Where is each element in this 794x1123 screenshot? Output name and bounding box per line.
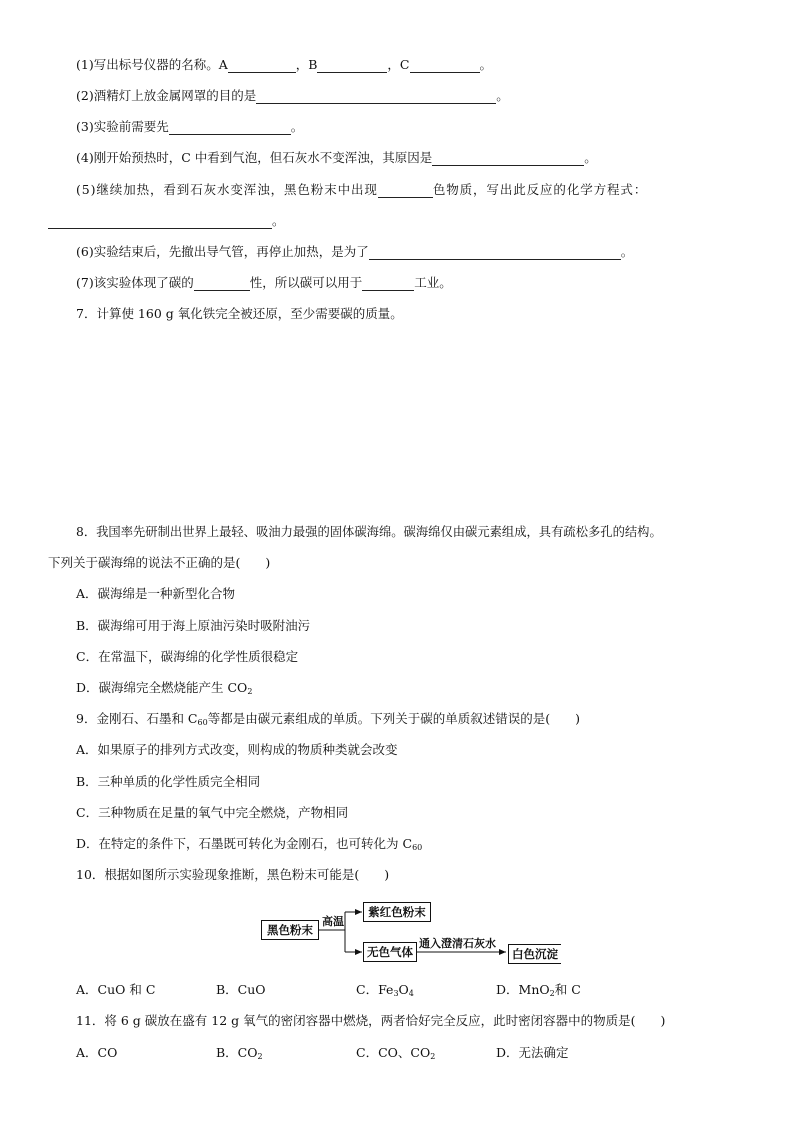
subscript: 2 [430,1052,436,1061]
q6-item-7-text: (7)该实验体现了碳的 [76,275,194,290]
q8-option-c[interactable]: C．在常温下，碳海绵的化学性质很稳定 [76,649,299,664]
q11-option-c-text: C．CO、CO [356,1045,431,1060]
q6-item-4-text: (4)刚开始预热时，C 中看到气泡，但石灰水不变浑浊，其原因是 [76,150,433,165]
answer-blank[interactable] [362,277,414,291]
q6-item-5 [76,182,647,198]
q10-option-d-text-post: 和 C [554,982,581,997]
q9-option-b[interactable]: B．三种单质的化学性质完全相同 [76,774,261,789]
q10-option-a[interactable]: A．CuO 和 C [76,982,156,997]
q6-item-5-text-mid: 色物质，写出此反应的化学方程式： [432,182,648,197]
punct: 。 [290,119,304,134]
colorless-gas-box: 无色气体 [363,942,417,962]
q6-item-7-text-end: 工业。 [414,275,452,290]
q6-item-2-text: (2)酒精灯上放金属网罩的目的是 [76,88,257,103]
q6-item-7 [76,275,452,291]
q6-item-4 [76,150,597,166]
q6-item-5-cont [48,213,285,229]
q10-option-c[interactable] [356,982,414,1002]
white-precipitate-box: 白色沉淀 [508,944,561,964]
condition-label: 高温 [322,915,344,928]
q11-option-b[interactable] [216,1045,263,1065]
q10-options [76,982,716,998]
q8-option-d-text: D．碳海绵完全燃烧能产生 CO [76,680,248,695]
q11-option-a[interactable]: A．CO [76,1045,118,1060]
q11-option-c[interactable] [356,1045,435,1065]
q9-stem-text: 9．金刚石、石墨和 C [76,711,198,726]
subscript: 3 [393,989,399,998]
q8-option-a[interactable]: A．碳海绵是一种新型化合物 [76,586,236,601]
subscript: 2 [549,989,555,998]
q11-stem: 11．将 6 g 碳放在盛有 12 g 氧气的密闭容器中燃烧，两者恰好完全反应，此时密闭容器中的物质是( ) [76,1013,666,1028]
q6-item-7-text-mid: 性，所以碳可以用于 [249,275,363,290]
subscript: 60 [197,718,208,727]
q8-stem-line1: 8．我国率先研制出世界上最轻、吸油力最强的固体碳海绵。碳海绵仅由碳元素组成，具有疏松多孔的结构。 [76,525,662,539]
q9-option-d-text: D．在特定的条件下，石墨既可转化为金刚石，也可转化为 C [76,836,413,851]
q9-stem [76,711,580,731]
q9-option-c[interactable]: C．三种物质在足量的氧气中完全燃烧，产物相同 [76,805,349,820]
q11-option-d[interactable]: D．无法确定 [496,1045,569,1060]
punct: 。 [479,57,493,72]
q11-options [76,1045,716,1061]
answer-blank[interactable] [410,59,480,73]
punct: 。 [620,244,634,259]
q6-item-1-label-b: ，B [295,57,318,72]
punct: 。 [584,150,597,165]
punct: 。 [272,213,285,228]
q8-stem-line2: 下列关于碳海绵的说法不正确的是( ) [48,555,271,570]
purple-red-powder-box: 紫红色粉末 [363,902,431,922]
answer-blank[interactable] [256,90,496,104]
q10-option-c-text: C．Fe [356,982,394,997]
q7-stem: 7．计算使 160 g 氧化铁完全被还原，至少需要碳的质量。 [76,306,403,321]
q8-option-b[interactable]: B．碳海绵可用于海上原油污染时吸附油污 [76,618,311,633]
q6-item-5-text: (5)继续加热，看到石灰水变浑浊，黑色粉末中出现 [76,182,378,197]
subscript: 4 [408,989,414,998]
answer-blank[interactable] [228,59,296,73]
answer-blank[interactable] [378,184,433,198]
q11-option-b-text: B．CO [216,1045,258,1060]
step-label: 通入澄清石灰水 [419,937,496,950]
answer-blank[interactable] [369,246,621,260]
black-powder-box: 黑色粉末 [261,920,319,940]
q6-item-1 [76,57,492,73]
answer-blank[interactable] [194,277,250,291]
q6-item-1-label-c: ，C [387,57,410,72]
q9-option-d[interactable] [76,836,422,856]
q6-item-3 [76,119,303,135]
punct: 。 [496,88,509,103]
q6-item-2 [76,88,509,104]
answer-blank[interactable] [317,59,387,73]
q10-stem: 10．根据如图所示实验现象推断，黑色粉末可能是( ) [76,867,390,882]
subscript: 2 [257,1052,263,1061]
q6-item-6-text: (6)实验结束后，先撤出导气管，再停止加热，是为了 [76,244,369,259]
q6-item-1-text: (1)写出标号仪器的名称。A [76,57,228,72]
q8-option-d[interactable] [76,680,252,700]
q6-item-3-text: (3)实验前需要先 [76,119,169,134]
subscript: 2 [247,687,253,696]
answer-blank[interactable] [48,215,272,229]
q10-option-d[interactable] [496,982,581,1002]
q10-option-c-text-mid: O [398,982,409,997]
q6-item-6 [76,244,633,260]
subscript: 60 [412,843,423,852]
answer-blank[interactable] [169,121,291,135]
q9-stem-text-post: 等都是由碳元素组成的单质。下列关于碳的单质叙述错误的是( ) [207,711,580,726]
q10-option-b[interactable]: B．CuO [216,982,266,997]
q9-option-a[interactable]: A．如果原子的排列方式改变，则构成的物质种类就会改变 [76,742,398,757]
answer-blank[interactable] [432,152,584,166]
q10-option-d-text: D．MnO [496,982,550,997]
